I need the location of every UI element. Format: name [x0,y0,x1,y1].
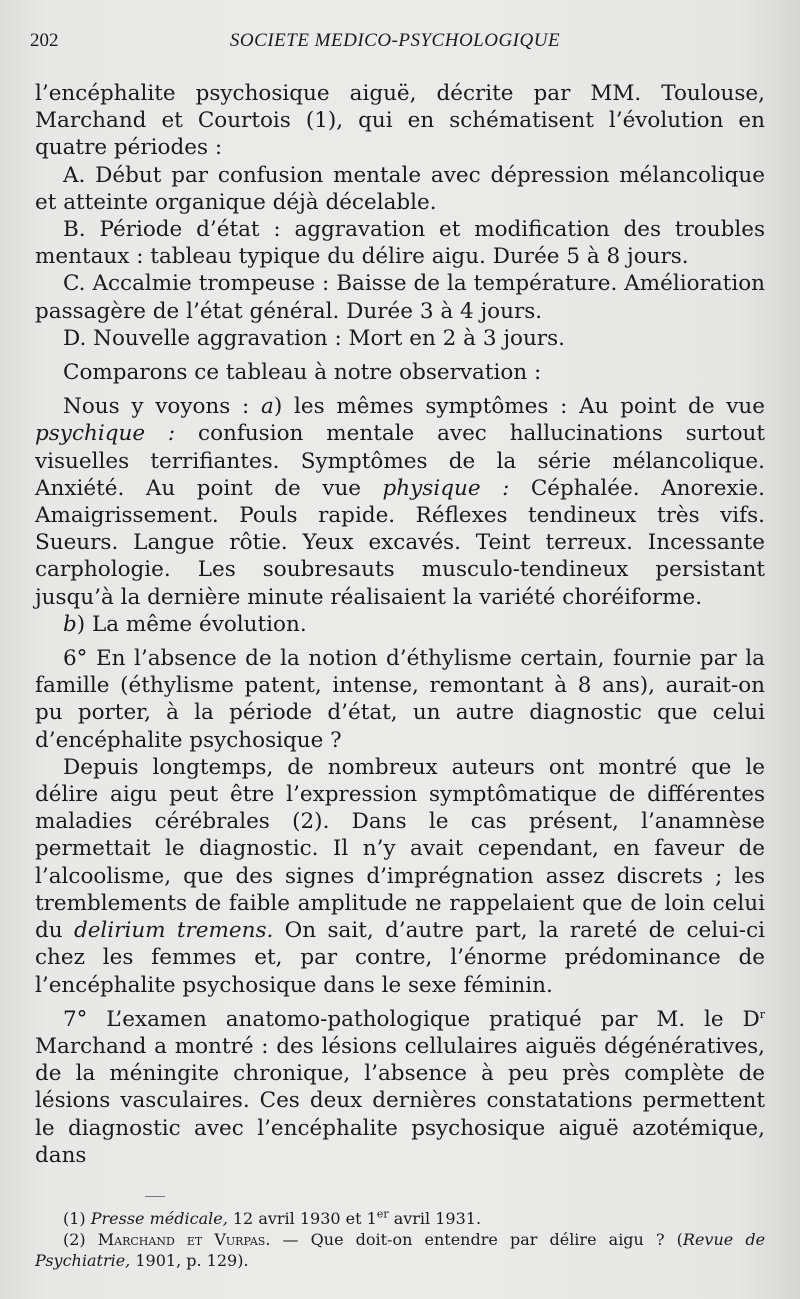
paragraph: C. Accalmie trompeuse : Baisse de la température. Amélioration passagère de l’état général. Durée 3 à 4 jours. [35,271,765,324]
page-header [30,30,760,56]
paragraph: 6° En l’absence de la notion d’éthylisme certain, fournie par la famille (éthylisme patent, intense, remontant à 8 ans), aurait-on pu porter, à la période d’état, un autre diagnostic que celui d’encéphalite psychosique ? [35,646,765,753]
paragraph: Nous y voyons : a) les mêmes symptômes : Au point de vue psychique : confusion mentale avec hallucinations surtout visuelles terrifiantes. Symptômes de la série mélancolique. Anxiété. Au point de vue physique : Céphalée. Anorexie. Amaigrissement. Pouls rapide. Réflexes tendineux très vifs. Sueurs. Langue rôtie. Yeux excavés. Teint terreux. Incessante carphologie. Les soubresauts musculo-tendineux persistant jusqu’à la dernière minute réalisaient la variété choréiforme. [35,394,765,610]
footnote-divider [145,1196,165,1197]
paragraph: b) La même évolution. [63,611,307,637]
footnotes [35,1208,765,1271]
footnote-1: (1) Presse médicale, 12 avril 1930 et 1er avril 1931. [63,1207,482,1228]
paragraph: A. Début par confusion mentale avec dépression mélancolique et atteinte organique déjà décelable. [35,162,765,215]
footnote-2: (2) Marchand et Vurpas. — Que doit-on entendre par délire aigu ? (Revue de Psychiatrie, 1901, p. 129). [35,1230,766,1270]
paragraph: Depuis longtemps, de nombreux auteurs ont montré que le délire aigu peut être l’expression symptômatique de différentes maladies cérébrales (2). Dans le cas présent, l’anamnèse permettait le diagnostic. Il n’y avait cependant, en faveur de l’alcoolisme, que des signes d’imprégnation assez discrets ; les tremblements de faible amplitude ne rappelaient que de loin celui du delirium tremens. On sait, d’autre part, la rareté de celui-ci chez les femmes et, par contre, l’énorme prédominance de l’encéphalite psychosique dans le sexe féminin. [35,754,765,998]
paragraph: D. Nouvelle aggravation : Mort en 2 à 3 jours. [63,325,565,351]
running-title: SOCIETE MEDICO-PSYCHOLOGIQUE [229,30,561,51]
page-number: 202 [30,30,59,51]
paragraph: 7° L’examen anatomo-pathologique pratiqué par M. le $D^r$ Marchand a montré : des lésions cellulaires aiguës dégénératives, de la méningite chronique, l’absence à peu près complète de lésions vasculaires. Ces deux dernières constatations permettent le diagnostic avec l’encéphalite psychosique aiguë azotémique, dans [35,1006,765,1168]
body-text [35,80,765,1169]
paragraph: B. Période d’état : aggravation et modification des troubles mentaux : tableau typique du délire aigu. Durée 5 à 8 jours. [35,217,765,270]
paragraph: l’encéphalite psychosique aiguë, décrite par MM. Toulouse, Marchand et Courtois (1), qui en schématisent l’évolution en quatre périodes : [35,81,765,161]
paragraph: Comparons ce tableau à notre observation : [63,360,542,386]
